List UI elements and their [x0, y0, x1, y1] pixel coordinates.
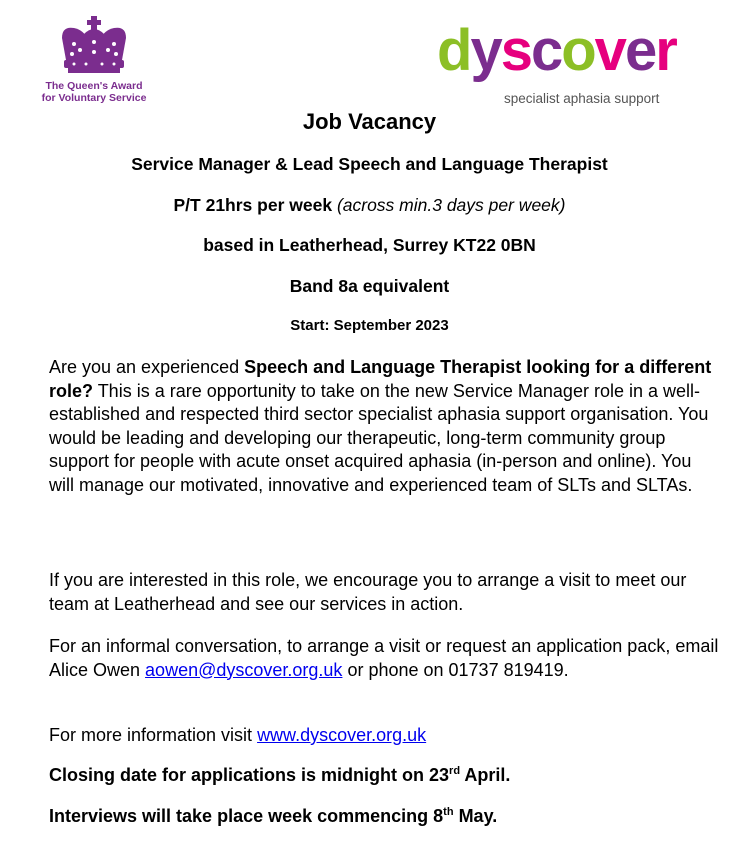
award-line-2: for Voluntary Service	[41, 92, 147, 104]
wordmark-letter: e	[624, 18, 656, 83]
hours-note: (across min.3 days per week)	[336, 195, 566, 215]
interview-date	[49, 805, 719, 829]
job-hours	[0, 195, 739, 216]
wordmark-letter: o	[561, 18, 595, 83]
intro-bold-text: Speech and Language Therapist looking for a different role?	[49, 357, 712, 401]
visit-paragraph: If you are interested in this role, we encourage you to arrange a visit to meet our team at Leatherhead and see our services in action.	[49, 570, 687, 614]
contact-text-b: or phone on 01737 819419.	[342, 659, 569, 680]
dyscover-wordmark	[437, 16, 676, 86]
closing-date	[49, 764, 719, 788]
closing-text-a: Closing date for applications is midnight on 23	[49, 765, 450, 785]
interview-text-b: May.	[453, 806, 498, 826]
queens-award-logo	[40, 14, 148, 110]
job-band: Band 8a equivalent	[289, 276, 450, 296]
wordmark-letter: v	[594, 18, 625, 83]
crown-icon	[54, 14, 134, 76]
contact-paragraph	[49, 635, 719, 682]
wordmark-letter: r	[655, 18, 676, 83]
wordmark-letter: y	[470, 18, 501, 83]
contact-text-a: For an informal conversation, to arrange a visit or request an application pack, email Alice Owen	[49, 636, 719, 680]
header	[0, 0, 739, 110]
hours-main: P/T 21hrs per week	[173, 195, 333, 215]
job-location: based in Leatherhead, Surrey KT22 0BN	[203, 235, 536, 255]
intro-text-b: This is a rare opportunity to take on the new Service Manager role in a well-established and respected third sector specialist aphasia support organisation. You would be leading and developing our therapeutic, long-term community group support for people with acute onset acquired aphasia (in-person and online). You will manage our motivated, innovative and experienced team of SLTs and SLTAs.	[49, 380, 709, 495]
intro-paragraph	[49, 356, 719, 498]
email-link[interactable]: aowen@dyscover.org.uk	[145, 659, 343, 680]
closing-text-b: April.	[460, 765, 511, 785]
job-start: Start: September 2023	[290, 317, 449, 334]
wordmark-letter: d	[437, 18, 471, 83]
page-title: Job Vacancy	[302, 109, 437, 134]
dyscover-tagline: specialist aphasia support	[504, 91, 660, 106]
info-text: For more information visit	[49, 725, 258, 745]
info-paragraph	[49, 724, 719, 748]
award-text	[40, 80, 148, 104]
interview-sup: th	[443, 806, 454, 818]
dyscover-logo	[437, 18, 707, 112]
interview-text-a: Interviews will take place week commencing 8	[49, 806, 444, 826]
website-link[interactable]: www.dyscover.org.uk	[257, 725, 427, 745]
closing-sup: rd	[449, 765, 461, 777]
wordmark-letter: c	[530, 18, 562, 83]
wordmark-letter: s	[500, 18, 531, 83]
job-role: Service Manager & Lead Speech and Language Therapist	[131, 154, 608, 174]
intro-text-a: Are you an experienced	[49, 357, 245, 377]
award-line-1: The Queen's Award	[45, 80, 143, 92]
